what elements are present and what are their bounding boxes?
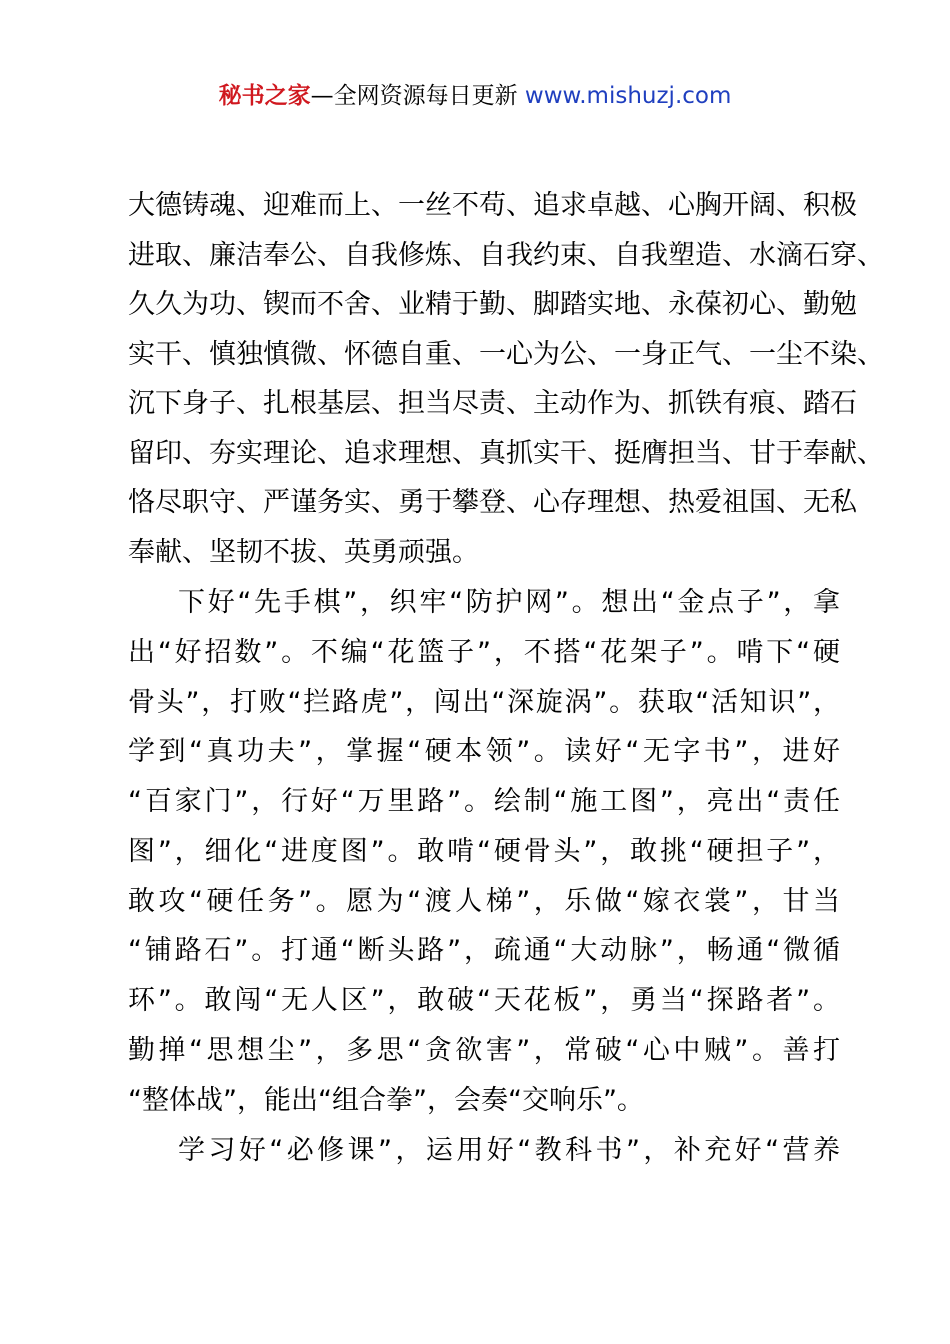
paragraph-line: “铺路石”。打通“断头路”，疏通“大动脉”，畅通“微循 xyxy=(128,935,840,966)
paragraph-line: 久久为功、锲而不舍、业精于勤、脚踏实地、永葆初心、勤勉 xyxy=(128,289,857,320)
paragraph-line: 学到“真功夫”，掌握“硬本领”。读好“无字书”，进好 xyxy=(128,736,840,767)
header-tagline: —全网资源每日更新 xyxy=(310,83,525,109)
paragraph-line: 骨头”，打败“拦路虎”，闯出“深旋涡”。获取“活知识”， xyxy=(128,687,840,718)
paragraph-first-line: 下好“先手棋”，织牢“防护网”。想出“金点子”，拿 xyxy=(178,587,840,618)
paragraph-line: “整体战”，能出“组合拳”，会奏“交响乐”。 xyxy=(128,1085,644,1116)
paragraph-line: 进取、廉洁奉公、自我修炼、自我约束、自我塑造、水滴石穿、 xyxy=(128,240,884,271)
paragraph-line: 出“好招数”。不编“花篮子”，不搭“花架子”。啃下“硬 xyxy=(128,637,840,668)
paragraph-line: 奉献、坚韧不拔、英勇顽强。 xyxy=(128,537,479,568)
paragraph-line: 实干、慎独慎微、怀德自重、一心为公、一身正气、一尘不染、 xyxy=(128,339,884,370)
paragraph-line: 留印、夯实理论、追求理想、真抓实干、挺膺担当、甘于奉献、 xyxy=(128,438,884,469)
paragraph-line: 环”。敢闯“无人区”，敢破“天花板”，勇当“探路者”。 xyxy=(128,985,840,1016)
brand-name: 秘书之家 xyxy=(218,83,311,109)
page-header xyxy=(0,80,950,112)
paragraph-line: 图”，细化“进度图”。敢啃“硬骨头”，敢挑“硬担子”， xyxy=(128,836,840,867)
paragraph-line: 恪尽职守、严谨务实、勇于攀登、心存理想、热爱祖国、无私 xyxy=(128,487,857,518)
paragraph-line: 勤掸“思想尘”，多思“贪欲害”，常破“心中贼”。善打 xyxy=(128,1035,840,1066)
paragraph-first-line: 学习好“必修课”，运用好“教科书”，补充好“营养 xyxy=(178,1135,840,1166)
paragraph-line: 敢攻“硬任务”。愿为“渡人梯”，乐做“嫁衣裳”，甘当 xyxy=(128,886,840,917)
paragraph-line: 大德铸魂、迎难而上、一丝不苟、追求卓越、心胸开阔、积极 xyxy=(128,190,857,221)
paragraph-line: 沉下身子、扎根基层、担当尽责、主动作为、抓铁有痕、踏石 xyxy=(128,388,857,419)
paragraph-line: “百家门”，行好“万里路”。绘制“施工图”，亮出“责任 xyxy=(128,786,840,817)
site-url-link[interactable]: www.mishuzj.com xyxy=(524,83,732,109)
